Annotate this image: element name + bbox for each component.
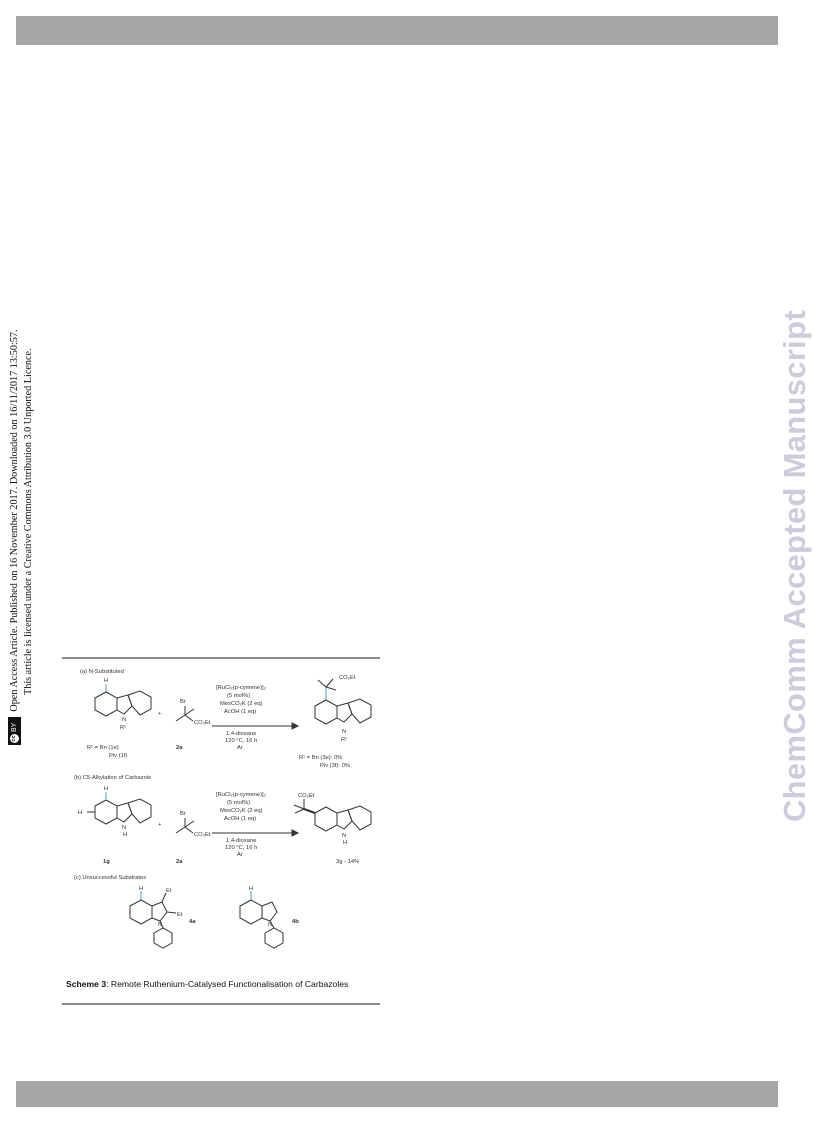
header-bar [16, 16, 778, 45]
carbazole-structure-1g [87, 792, 151, 824]
section-a-title: (a) N-Substituted [80, 669, 124, 675]
scheme-caption-text: : Remote Ruthenium-Catalysed Functionalisation of Carbazoles [106, 979, 349, 989]
scheme-top-rule [62, 657, 380, 659]
label-2a-a: 2a [176, 745, 183, 751]
bromoester-structure-2a [176, 706, 194, 721]
license-notice [8, 329, 35, 745]
co2et-label-a: CO₂Et [194, 720, 211, 726]
n-label-3e: N [342, 729, 347, 735]
substituent-1e: R¹ = Bn (1e) [87, 745, 119, 751]
product-structure-3e [315, 679, 371, 724]
co2et-label-3e: CO₂Et [339, 675, 356, 681]
h-label-4b: H [249, 886, 254, 892]
indoline-structure-4b [240, 891, 283, 948]
condition-0-a: [RuCl₂(p-cymene)]₂ [216, 685, 266, 691]
scheme-caption [66, 979, 348, 989]
plus-b: + [158, 822, 162, 828]
plus-a: + [158, 711, 162, 717]
h-label-a: H [104, 678, 109, 684]
condition-4-b: 1,4-dioxane [226, 838, 257, 844]
r1-label-3e: R¹ [341, 737, 348, 743]
condition-6-b: Ar [237, 852, 243, 858]
condition-1-a: (5 mol%) [227, 693, 251, 699]
condition-5-b: 120 °C, 16 h [225, 845, 258, 851]
accepted-manuscript-watermark: ChemComm Accepted Manuscript [777, 310, 812, 822]
label-4a: 4a [189, 919, 196, 925]
br-label-a: Br [180, 699, 186, 705]
h-on-n-b: H [123, 832, 128, 838]
condition-4-a: 1,4-dioxane [226, 731, 257, 737]
condition-3-a: AcOH (1 eq) [224, 709, 257, 715]
condition-0-b: [RuCl₂(p-cymene)]₂ [216, 792, 266, 798]
condition-2-a: MesCO₂K (2 eq) [220, 701, 263, 707]
h-label-b: H [104, 786, 109, 792]
footer-bar [16, 1081, 778, 1107]
condition-5-a: 120 °C, 16 h [225, 738, 258, 744]
co2et-label-3g: CO₂Et [298, 793, 315, 799]
substituent-1f: Piv (1f) [109, 753, 128, 759]
result-3e: R¹ = Bn (3e): 0% [299, 755, 343, 761]
scheme-figure [62, 661, 382, 977]
br-label-b: Br [180, 811, 186, 817]
cc-icon: cc [11, 735, 18, 742]
section-c-title: (c) Unsuccessful Substrates [74, 875, 147, 881]
h-label-b-left: H [78, 810, 83, 816]
license-line-2[interactable]: This article is licensed under a Creative Commons Attribution 3.0 Unported Licence. [22, 348, 34, 695]
cc-by-badge[interactable] [8, 717, 21, 745]
label-2a-b: 2a [176, 859, 183, 865]
scheme-caption-label: Scheme 3 [66, 979, 107, 989]
h-label-4a: H [139, 886, 144, 892]
n-label-3g: N [342, 833, 347, 839]
by-label: BY [10, 722, 18, 732]
condition-3-b: AcOH (1 eq) [224, 816, 257, 822]
n-label-4b: N [268, 922, 273, 928]
scheme-bottom-rule [62, 1003, 380, 1005]
license-line-1[interactable]: Open Access Article. Published on 16 November 2017. Downloaded on 16/11/2017 13:50:57. [9, 329, 20, 712]
carbazole-structure-1e [95, 684, 151, 716]
n-label-4a: N [158, 922, 163, 928]
section-b-title: (b) C5-Alkylation of Carbazole [74, 775, 152, 781]
condition-1-b: (5 mol%) [227, 800, 251, 806]
co2et-label-b: CO₂Et [194, 832, 211, 838]
n-label-b: N [122, 825, 127, 831]
r1-label-a: R¹ [120, 725, 127, 731]
condition-6-a: Ar [237, 745, 243, 751]
n-label-a: N [122, 717, 127, 723]
et-label-4a-top: Et [166, 888, 172, 894]
condition-2-b: MesCO₂K (2 eq) [220, 808, 263, 814]
product-structure-3g [294, 799, 371, 831]
result-3f: Piv (3f): 0% [320, 763, 350, 769]
et-label-4a-side: Et [177, 912, 183, 918]
indole-structure-4a [130, 891, 176, 948]
bromoester-structure-2a-b [176, 818, 194, 833]
label-4b: 4b [292, 919, 299, 925]
label-1g: 1g [103, 859, 110, 865]
label-3g: 3g - 14% [336, 859, 360, 865]
h-on-n-3g: H [343, 840, 348, 846]
